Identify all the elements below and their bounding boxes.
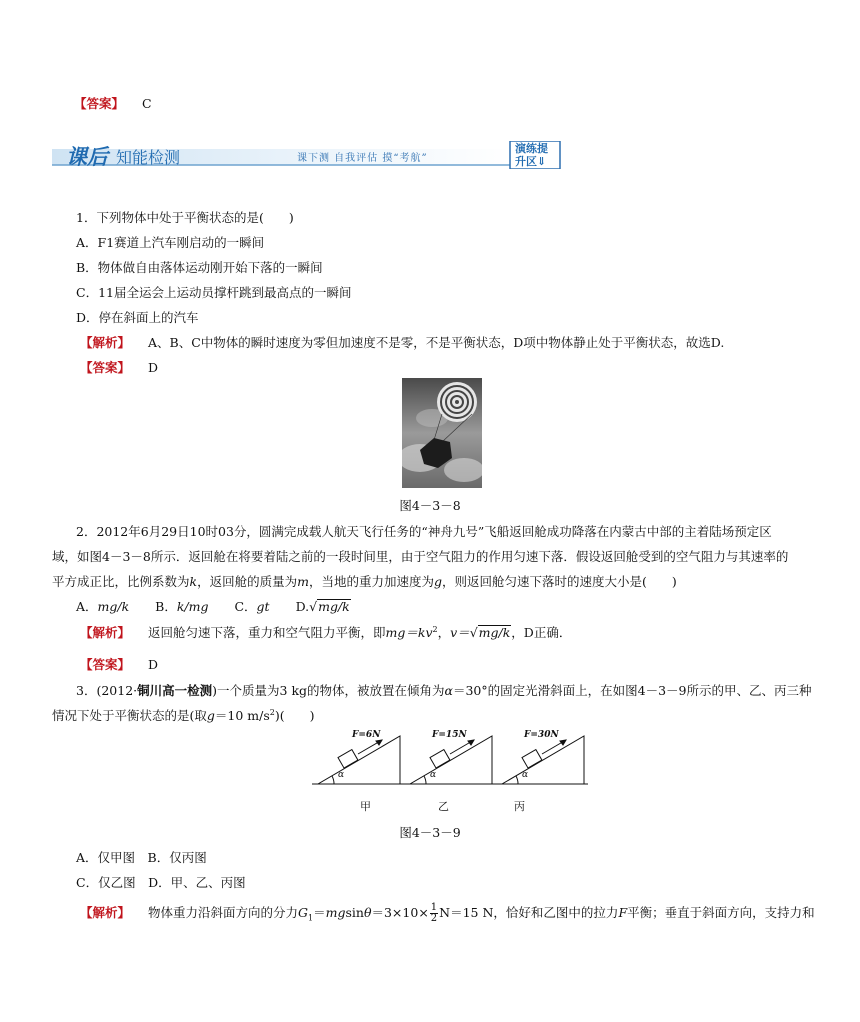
inclines-diagram	[312, 728, 602, 818]
q3-text: 情况下处于平衡状态的是(取	[52, 708, 207, 723]
banner-title-rest: 知能检测	[116, 148, 181, 167]
q2-option-c: gt	[256, 599, 270, 614]
answer-value: D	[148, 360, 159, 375]
q2-option-a: mg/k	[97, 599, 130, 614]
analysis-var-g: G	[298, 905, 309, 920]
analysis-label: 【解析】	[80, 625, 131, 640]
answer-label: 【答案】	[80, 360, 131, 375]
q3-options-line2: C．仅乙图 D．甲、乙、丙图	[76, 875, 246, 890]
incline-jia	[312, 736, 404, 784]
q2-line3	[52, 572, 677, 590]
banner-box-line1: 演练提	[515, 142, 548, 155]
analysis-label: 【解析】	[80, 905, 131, 920]
q3-superscript: 2	[269, 707, 275, 717]
banner-box-label	[515, 142, 548, 168]
panel-label-jia: 甲	[360, 800, 371, 813]
analysis-sin: sin	[345, 905, 364, 920]
q3-text: ＝30°的固定光滑斜面上，在如图4－3－9所示的甲、乙、丙三种	[452, 683, 812, 698]
q2-option-c-label: C．	[234, 599, 257, 614]
banner-slogan: 课下测 自我评估 摸“考航”	[297, 153, 428, 164]
q1-option-d: D．停在斜面上的汽车	[76, 310, 199, 325]
analysis-equation: mg＝kv	[385, 625, 433, 640]
q2-answer	[80, 655, 158, 673]
incline-yi	[404, 736, 496, 784]
q1-option-b: B．物体做自由落体运动刚开始下落的一瞬间	[76, 260, 323, 275]
analysis-text: 返回舱匀速下落，重力和空气阻力平衡，即	[148, 625, 386, 640]
alpha-label-bing: α	[522, 770, 529, 780]
q3-text: )( )	[274, 708, 315, 723]
answer-label: 【答案】	[74, 96, 125, 111]
panel-label-yi: 乙	[438, 800, 449, 813]
q2-option-d: mg/k	[318, 599, 350, 614]
q2-text: 平方成正比，比例系数为	[52, 574, 190, 589]
q3-line2	[52, 706, 315, 724]
q2-text: ，返回舱的质量为	[197, 574, 298, 589]
analysis-var-mg: mg	[325, 905, 346, 920]
figure-inclines	[312, 728, 602, 818]
q2-analysis: 【解析】 返回舱匀速下落，重力和空气阻力平衡，即$mg=kv^2$，v＝√mg/k，D正确．	[80, 624, 572, 640]
force-label-jia: F=6N	[352, 730, 381, 740]
force-label-bing: F=30N	[524, 730, 559, 740]
parachute-photo-image	[402, 378, 482, 488]
analysis-superscript: 2	[432, 624, 438, 634]
q2-option-d-label: D.	[295, 599, 310, 614]
q3-analysis	[80, 903, 815, 924]
q2-option-b: k/mg	[176, 599, 209, 614]
force-label-yi: F=15N	[432, 730, 467, 740]
incline-bing	[496, 736, 588, 784]
q3-text: ＝10 m/s	[214, 708, 270, 723]
q2-text: ，则返回舱匀速下落时的速度大小是( )	[442, 574, 677, 589]
analysis-text: ，	[437, 625, 451, 640]
figure-parachute-photo	[402, 378, 482, 488]
section-banner	[52, 141, 562, 169]
q2-line1: 2．2012年6月29日10时03分，圆满完成载人航天飞行任务的“神舟九号”飞船返回舱成功降落在内蒙古中部的主着陆场预定区	[76, 524, 772, 539]
analysis-fraction	[430, 903, 438, 924]
q3-text: 3．(2012·	[76, 683, 138, 698]
q2-text: ，当地的重力加速度为	[308, 574, 434, 589]
alpha-label-yi: α	[430, 770, 437, 780]
q1-option-c: C．11届全运会上运动员撑杆跳到最高点的一瞬间	[76, 285, 352, 300]
q2-var-g: g	[433, 574, 442, 589]
analysis-text: N＝15 N，恰好和乙图中的拉力	[439, 905, 619, 920]
answer-value: C	[142, 96, 152, 111]
q1-answer	[80, 358, 158, 376]
analysis-subscript: 1	[308, 913, 314, 923]
analysis-text: 平衡；垂直于斜面方向，支持力和	[627, 905, 815, 920]
q2-options: A．mg/k B．k/mg C．gt D.√mg/k	[76, 599, 350, 614]
answer-value: D	[148, 657, 159, 672]
banner-box-line2: 升区⇓	[515, 155, 547, 168]
analysis-label: 【解析】	[80, 335, 131, 350]
figure-caption-4-3-9: 图4－3－9	[399, 825, 461, 840]
analysis-text: A、B、C中物体的瞬时速度为零但加速度不是零，不是平衡状态，D项中物体静止处于平衡状态，故选D.	[148, 335, 725, 350]
panel-label-bing: 丙	[514, 800, 525, 813]
analysis-sqrt: mg/k	[478, 625, 511, 640]
q3-source: 铜川高一检测	[137, 683, 213, 698]
alpha-label-jia: α	[338, 770, 345, 780]
analysis-var-theta: θ	[363, 905, 372, 920]
analysis-text: ，D正确．	[511, 625, 572, 640]
q1-option-a: A．F1赛道上汽车刚启动的一瞬间	[76, 235, 265, 250]
fraction-denominator: 2	[430, 913, 438, 924]
answer-label: 【答案】	[80, 657, 131, 672]
q1-analysis	[80, 333, 724, 351]
q2-option-b-label: B．	[155, 599, 177, 614]
q3-var-g: g	[206, 708, 215, 723]
q3-line1	[76, 681, 812, 699]
q2-option-a-label: A．	[76, 599, 98, 614]
q2-line2: 域，如图4－3－8所示．返回舱在将要着陆之前的一段时间里，由于空气阻力的作用匀速下落．假设返回舱受到的空气阻力与其速率的	[52, 549, 789, 564]
banner-title-bold: 课后	[66, 144, 108, 169]
q3-text: )一个质量为3 kg的物体，被放置在倾角为	[212, 683, 445, 698]
fraction-numerator: 1	[430, 902, 438, 913]
q3-var-alpha: α	[444, 683, 453, 698]
analysis-var-v: v＝	[450, 625, 470, 640]
analysis-text: 物体重力沿斜面方向的分力	[148, 905, 299, 920]
analysis-text: ＝	[313, 905, 326, 920]
top-answer	[74, 94, 152, 112]
q1-stem: 1．下列物体中处于平衡状态的是( )	[76, 210, 294, 225]
q2-var-k: k	[189, 574, 198, 589]
q2-var-m: m	[297, 574, 309, 589]
analysis-text: ＝3×10×	[371, 905, 429, 920]
figure-caption-4-3-8: 图4－3－8	[399, 498, 461, 513]
q3-options-line1: A．仅甲图 B．仅丙图	[76, 850, 207, 865]
analysis-var-f: F	[618, 905, 628, 920]
